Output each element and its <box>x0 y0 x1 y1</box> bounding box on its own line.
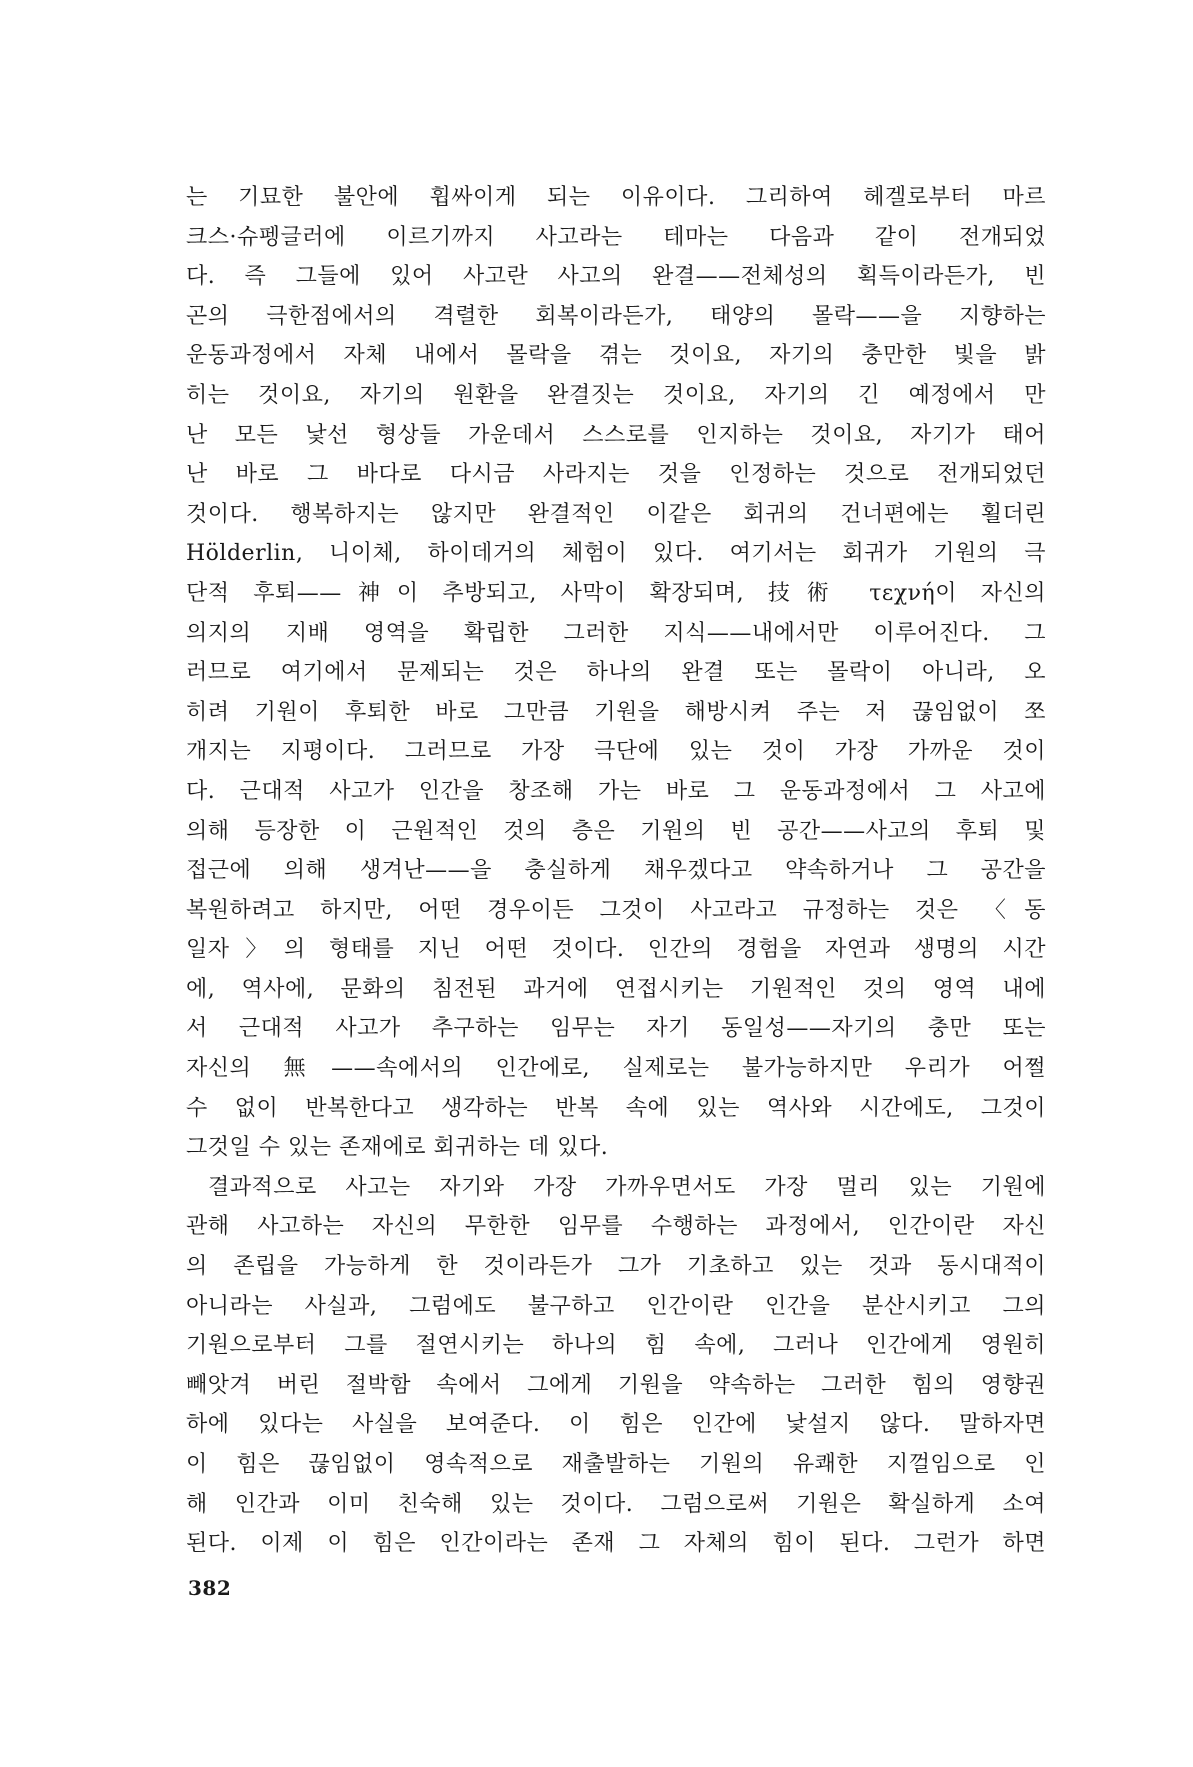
text-line: 개지는 지평이다. 그러므로 가장 극단에 있는 것이 가장 가까운 것이 <box>186 739 1046 765</box>
text-line: 는 기묘한 불안에 휩싸이게 되는 이유이다. 그리하여 헤겔로부터 마르 <box>186 185 1046 210</box>
text-line: 빼앗겨 버린 절박함 속에서 그에게 기원을 약속하는 그러한 힘의 영향권 <box>186 1372 1046 1398</box>
text-line: 난 모든 낯선 형상들 가운데서 스스로를 인지하는 것이요, 자기가 태어 <box>186 422 1046 448</box>
text-line: 아니라는 사실과, 그럼에도 불구하고 인간이란 인간을 분산시키고 그의 <box>186 1293 1046 1319</box>
text-line: 해 인간과 이미 친숙해 있는 것이다. 그럼으로써 기원은 확실하게 소여 <box>186 1491 1046 1517</box>
text-line: 그것일 수 있는 존재에로 회귀하는 데 있다. <box>186 1135 609 1161</box>
text-line: 자신의 無——속에서의 인간에로, 실제로는 불가능하지만 우리가 어쩔 <box>186 1056 1046 1082</box>
text-line: 단적 후퇴——神이 추방되고, 사막이 확장되며, 技術 τεχνή이 자신의 <box>186 580 1046 606</box>
text-line: 에, 역사에, 문화의 침전된 과거에 연접시키는 기원적인 것의 영역 내에 <box>186 976 1046 1002</box>
text-line: 서 근대적 사고가 추구하는 임무는 자기 동일성——자기의 충만 또는 <box>186 1016 1046 1042</box>
text-line: 결과적으로 사고는 자기와 가장 가까우면서도 가장 멀리 있는 기원에 <box>208 1174 1046 1200</box>
paragraph-1 <box>186 178 1046 1168</box>
text-line: 의지의 지배 영역을 확립한 그러한 지식——내에서만 이루어진다. 그 <box>186 620 1046 646</box>
text-line: 히려 기원이 후퇴한 바로 그만큼 기원을 해방시켜 주는 저 끊임없이 쪼 <box>186 699 1046 725</box>
text-line: 의해 등장한 이 근원적인 것의 층은 기원의 빈 공간——사고의 후퇴 및 <box>186 818 1046 844</box>
text-line: 접근에 의해 생겨난——을 충실하게 채우겠다고 약속하거나 그 공간을 <box>186 858 1046 884</box>
text-line: 복원하려고 하지만, 어떤 경우이든 그것이 사고라고 규정하는 것은 〈동 <box>186 897 1046 923</box>
text-line: 러므로 여기에서 문제되는 것은 하나의 완결 또는 몰락이 아니라, 오 <box>186 660 1046 686</box>
text-line: 다. 근대적 사고가 인간을 창조해 가는 바로 그 운동과정에서 그 사고에 <box>186 778 1046 804</box>
paragraph-2 <box>186 1168 1046 1564</box>
text-line: 크스·슈펭글러에 이르기까지 사고라는 테마는 다음과 같이 전개되었 <box>186 224 1046 250</box>
text-line: 다. 즉 그들에 있어 사고란 사고의 완결——전체성의 획득이라든가, 빈 <box>186 264 1046 290</box>
text-line: 관해 사고하는 자신의 무한한 임무를 수행하는 과정에서, 인간이란 자신 <box>186 1214 1046 1240</box>
text-line: 곤의 극한점에서의 격렬한 회복이라든가, 태양의 몰락——을 지향하는 <box>186 303 1046 329</box>
text-line: 운동과정에서 자체 내에서 몰락을 겪는 것이요, 자기의 충만한 빛을 밝 <box>186 343 1046 369</box>
page-number: 382 <box>188 1576 232 1600</box>
text-line: 기원으로부터 그를 절연시키는 하나의 힘 속에, 그러나 인간에게 영원히 <box>186 1333 1046 1359</box>
text-line: 히는 것이요, 자기의 원환을 완결짓는 것이요, 자기의 긴 예정에서 만 <box>186 382 1046 408</box>
text-line: 의 존립을 가능하게 한 것이라든가 그가 기초하고 있는 것과 동시대적이 <box>186 1254 1046 1280</box>
text-line: 이 힘은 끊임없이 영속적으로 재출발하는 기원의 유쾌한 지껄임으로 인 <box>186 1452 1046 1477</box>
text-line: 된다. 이제 이 힘은 인간이라는 존재 그 자체의 힘이 된다. 그런가 하면 <box>186 1531 1046 1557</box>
text-line: 하에 있다는 사실을 보여준다. 이 힘은 인간에 낯설지 않다. 말하자면 <box>186 1412 1046 1438</box>
text-line: 수 없이 반복한다고 생각하는 반복 속에 있는 역사와 시간에도, 그것이 <box>186 1095 1046 1121</box>
text-line: 것이다. 행복하지는 않지만 완결적인 이같은 회귀의 건너편에는 횔더린 <box>186 501 1046 527</box>
text-line: 난 바로 그 바다로 다시금 사라지는 것을 인정하는 것으로 전개되었던 <box>186 462 1046 488</box>
text-line: Hölderlin, 니이체, 하이데거의 체험이 있다. 여기서는 회귀가 기원의 극 <box>186 541 1046 567</box>
text-line: 일자〉의 형태를 지닌 어떤 것이다. 인간의 경험을 자연과 생명의 시간 <box>186 937 1046 963</box>
body-text <box>186 178 1046 1564</box>
